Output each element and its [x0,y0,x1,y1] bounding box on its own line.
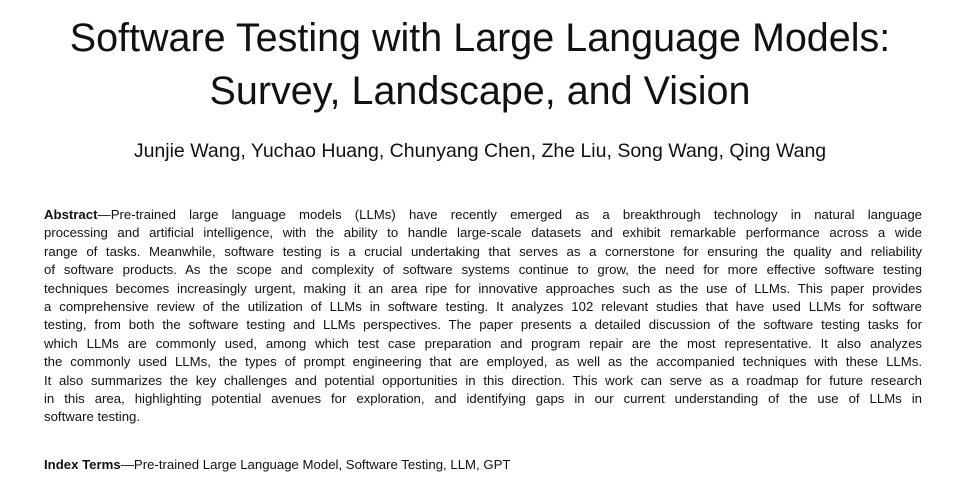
author-list: Junjie Wang, Yuchao Huang, Chunyang Chen, Zhe Liu, Song Wang, Qing Wang [133,140,827,162]
abstract-line-text: —Pre-trained large language models (LLMs) have recently emerged as a breakthrough technology in natural language [97,207,922,222]
abstract-line: processing and artificial intelligence, with the ability to handle large-scale datasets and exhibit remarkable performance across a wide [44,225,922,241]
index-terms [44,456,922,474]
index-terms-label: Index Terms [44,457,121,472]
abstract-line: It also summarizes the key challenges and potential opportunities in this direction. This work can serve as a roadmap for future research [44,372,922,388]
abstract-line: testing, from both the software testing and LLMs perspectives. The paper presents a detailed discussion of the software testing tasks for [44,317,922,333]
abstract-line: a comprehensive review of the utilization of LLMs in software testing. It analyzes 102 relevant studies that have used LLMs for software [44,299,922,315]
abstract-line: the commonly used LLMs, the types of prompt engineering that are employed, as well as the accompanied techniques with these LLMs. [44,354,922,370]
abstract-line: techniques becomes increasingly urgent, making it an area ripe for innovative approaches such as the use of LLMs. This paper provides [44,280,922,296]
abstract-line: of software products. As the scope and complexity of software systems continue to grow, the need for more effective software testing [44,262,922,278]
paper-title-line-2: Survey, Landscape, and Vision [209,69,751,113]
abstract-line: which LLMs are commonly used, among which test case preparation and program repair are the most representative. It also analyzes [44,335,922,351]
paper-title [0,12,960,118]
abstract-line: software testing. [44,409,141,425]
abstract-line: in this area, highlighting potential avenues for exploration, and identifying gaps in our current understanding of the use of LLMs in [44,391,922,407]
paper-title-line-1: Software Testing with Large Language Models: [69,16,891,60]
index-terms-text: —Pre-trained Large Language Model, Software Testing, LLM, GPT [120,457,511,472]
abstract [44,206,922,427]
abstract-line [44,206,922,224]
abstract-line: range of tasks. Meanwhile, software testing is a crucial undertaking that serves as a cornerstone for ensuring the quality and reliability [44,243,922,259]
abstract-label: Abstract [44,207,98,222]
